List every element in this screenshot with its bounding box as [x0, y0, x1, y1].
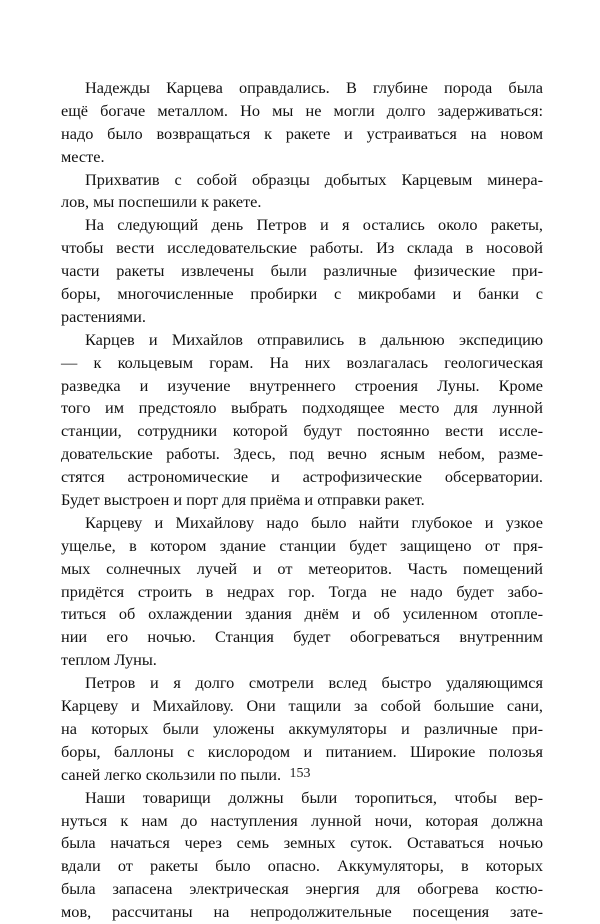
paragraph — [61, 512, 543, 672]
text-line: боры, баллоны с кислородом и питанием. Широкие полозья — [61, 741, 543, 761]
text-line: довательские работы. Здесь, под вечно ясным небом, разме- — [61, 444, 543, 464]
paragraph — [61, 77, 543, 169]
text-line: титься об охлаждении здания днём и об усиленном отопле- — [61, 604, 543, 624]
text-line: ещё богаче металлом. Но мы не могли долго задерживаться: — [61, 100, 543, 120]
text-line: вдали от ракеты было опасно. Аккумуляторы, в которых — [61, 856, 543, 876]
text-line: боры, многочисленные пробирки с микробами и банки с — [61, 284, 543, 304]
text-line: мых солнечных лучей и от метеоритов. Часть помещений — [61, 558, 543, 578]
text-line: Карцев и Михайлов отправились в дальнюю экспедицию — [85, 329, 543, 349]
text-line: нуться к нам до наступления лунной ночи, которая должна — [61, 810, 543, 830]
paragraph — [61, 787, 543, 924]
text-line: Карцеву и Михайлову. Они тащили за собой большие сани, — [61, 696, 543, 716]
text-line: того им предстояло выбрать подходящее место для лунной — [61, 398, 543, 418]
text-line: станции, сотрудники которой будут постоянно вести иссле- — [61, 421, 543, 441]
text-line: нии его ночью. Станция будет обогреваться внутренним — [61, 627, 543, 647]
text-line: ущелье, в котором здание станции будет защищено от пря- — [61, 535, 543, 555]
text-line: месте. — [61, 146, 105, 166]
paragraph — [61, 329, 543, 512]
text-line: Будет выстроен и порт для приёма и отправки ракет. — [61, 490, 425, 510]
text-line: на которых были уложены аккумуляторы и различные при- — [61, 718, 543, 738]
text-line: чтобы вести исследовательские работы. Из склада в носовой — [61, 238, 543, 258]
text-line: была запасена электрическая энергия для обогрева костю- — [61, 879, 543, 899]
text-line: части ракеты извлечены были различные физические при- — [61, 261, 543, 281]
text-line: Прихватив с собой образцы добытых Карцевым минера- — [85, 169, 543, 189]
text-line: стятся астрономические и астрофизические обсерватории. — [61, 467, 543, 487]
text-line: мов, рассчитаны на непродолжительные посещения зате- — [61, 902, 543, 922]
text-line: саней легко скользили по пыли. — [61, 764, 282, 784]
text-line: разведка и изучение внутреннего строения Луны. Кроме — [61, 375, 543, 395]
text-line: надо было возвращаться к ракете и устраиваться на новом — [61, 123, 543, 143]
page-number: 153 — [289, 766, 311, 781]
text-line: — к кольцевым горам. На них возлагалась геологическая — [61, 352, 543, 372]
body-text — [61, 77, 543, 924]
text-line: Наши товарищи должны были торопиться, чтобы вер- — [85, 787, 543, 807]
text-line: лов, мы поспешили к ракете. — [61, 192, 262, 212]
text-line: Петров и я долго смотрели вслед быстро удаляющимся — [85, 673, 543, 693]
text-line: придётся строить в недрах гор. Тогда не надо будет забо- — [61, 581, 543, 601]
text-line: была начаться через семь земных суток. Оставаться ночью — [61, 833, 543, 853]
text-line: Надежды Карцева оправдались. В глубине порода была — [85, 78, 543, 97]
text-line: На следующий день Петров и я остались около ракеты, — [85, 215, 543, 235]
paragraph — [61, 169, 543, 215]
text-line: теплом Луны. — [61, 650, 157, 670]
text-line: растениями. — [61, 306, 146, 326]
text-line: Карцеву и Михайлову надо было найти глубокое и узкое — [85, 512, 543, 532]
paragraph — [61, 214, 543, 328]
